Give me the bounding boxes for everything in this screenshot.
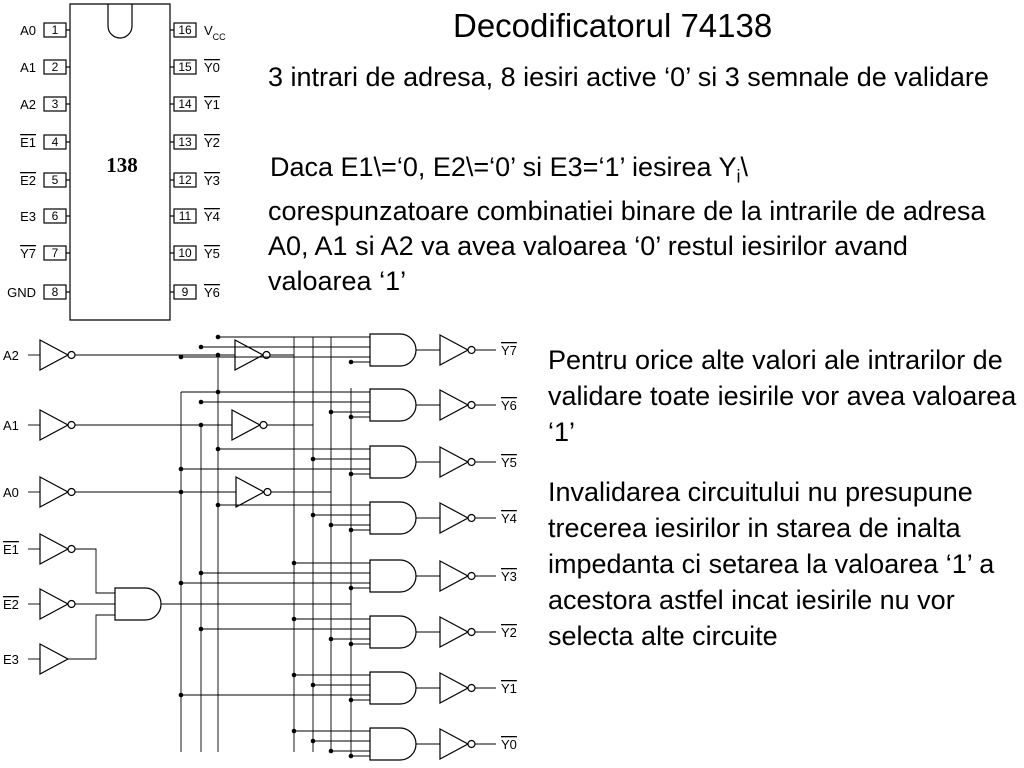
input-buffer — [40, 340, 75, 370]
output-inverter — [440, 390, 475, 420]
junction-dot — [199, 423, 204, 428]
output-label: Y0 — [501, 737, 517, 752]
junction-dot — [292, 729, 297, 734]
junction-dot — [179, 355, 184, 360]
and-gate — [370, 446, 416, 478]
and-gate — [370, 560, 416, 592]
pin-number: 3 — [51, 97, 59, 111]
pin-number: 13 — [178, 135, 192, 149]
output-label: Y5 — [501, 455, 517, 470]
chip-label: 138 — [106, 153, 138, 177]
pin-name: Y4 — [204, 209, 220, 224]
pin-number: 11 — [178, 209, 192, 223]
junction-dot — [179, 490, 184, 495]
output-inverter — [440, 447, 475, 477]
input-buffer — [40, 644, 68, 674]
junction-dot — [292, 617, 297, 622]
output-label: Y1 — [501, 681, 517, 696]
pin-number: 12 — [178, 173, 192, 187]
output-label: Y3 — [501, 569, 517, 584]
input-buffer — [40, 534, 75, 564]
paragraph-2-text-a: Daca E1\=‘0, E2\=‘0’ si E3=‘1’ iesirea Y — [270, 152, 737, 182]
input-buffer — [40, 589, 75, 619]
wire — [75, 549, 115, 593]
pin-name: A1 — [20, 60, 36, 75]
pin-name: Y6 — [204, 285, 220, 300]
pin-number: 7 — [51, 246, 59, 260]
output-inverter — [440, 617, 475, 647]
and-gate — [370, 616, 416, 648]
junction-dot — [216, 503, 221, 508]
junction-dot — [349, 360, 354, 365]
pin-number: 14 — [178, 97, 192, 111]
junction-dot — [199, 627, 204, 632]
description-paragraph-2 — [268, 150, 1018, 299]
and-gate — [370, 502, 416, 534]
junction-dot — [179, 693, 184, 698]
and-gate — [370, 334, 416, 366]
junction-dot — [349, 754, 354, 759]
pin-name: Y5 — [204, 246, 220, 261]
pin-name: A0 — [20, 23, 36, 38]
input-buffer — [40, 477, 75, 507]
output-label: Y4 — [501, 511, 517, 526]
pin-number: 1 — [51, 23, 59, 37]
pin-name: Y2 — [204, 135, 220, 150]
pin-name: E3 — [20, 209, 36, 224]
pin-number: 9 — [181, 285, 189, 299]
and-gate — [370, 672, 416, 704]
junction-dot — [349, 586, 354, 591]
input-label: A1 — [3, 418, 19, 433]
pin-number: 2 — [51, 60, 59, 74]
output-inverter — [440, 673, 475, 703]
output-inverter — [440, 335, 475, 365]
input-label: A0 — [3, 485, 19, 500]
junction-dot — [349, 528, 354, 533]
junction-dot — [349, 642, 354, 647]
paragraph-2-text-b: \ — [740, 152, 749, 182]
junction-dot — [311, 457, 316, 462]
junction-dot — [179, 467, 184, 472]
pin-name: A2 — [20, 97, 36, 112]
junction-dot — [199, 345, 204, 350]
junction-dot — [349, 415, 354, 420]
pin-number: 6 — [51, 209, 59, 223]
pin-name: GND — [7, 285, 36, 300]
output-inverter — [440, 561, 475, 591]
output-label: Y2 — [501, 625, 517, 640]
description-paragraph-4: Invalidarea circuitului nu presupune trecerea iesirilor in starea de inalta impedanta ci setarea la valoarea ‘1’ a acestora astfel incat iesirile nu vor selecta alte circuite — [548, 477, 995, 651]
address-inverter — [235, 340, 270, 370]
junction-dot — [216, 390, 221, 395]
pin-number: 4 — [51, 135, 59, 149]
pin-name: Y3 — [204, 173, 220, 188]
pin-name: Y1 — [204, 97, 220, 112]
junction-dot — [216, 447, 221, 452]
pin-number: 5 — [51, 173, 59, 187]
input-label: E2 — [3, 597, 19, 612]
input-buffer — [40, 410, 75, 440]
paragraph-2-text-c: corespunzatoare combinatiei binare de la intrarile de adresa A0, A1 si A2 va avea valoarea ‘0’ restul iesirilor avand valoarea ‘1’ — [268, 196, 986, 297]
junction-dot — [349, 698, 354, 703]
junction-dot — [292, 561, 297, 566]
pin-name: Y0 — [204, 60, 220, 75]
junction-dot — [349, 472, 354, 477]
output-inverter — [440, 503, 475, 533]
output-label: Y7 — [501, 343, 517, 358]
description-paragraph-3: Pentru orice alte valori ale intrarilor de validare toate iesirile vor avea valoarea ‘1’ — [548, 345, 1017, 447]
pin-number: 16 — [178, 23, 192, 37]
junction-dot — [329, 523, 334, 528]
junction-dot — [311, 513, 316, 518]
address-inverter — [232, 410, 267, 440]
output-inverter — [440, 729, 475, 759]
and-gate — [370, 728, 416, 760]
output-label: Y6 — [501, 398, 517, 413]
junction-dot — [199, 571, 204, 576]
junction-dot — [199, 400, 204, 405]
page-title: Decodificatorul 74138 — [453, 7, 773, 44]
pin-number: 8 — [51, 285, 59, 299]
junction-dot — [311, 683, 316, 688]
junction-dot — [216, 335, 221, 340]
input-label: A2 — [3, 348, 19, 363]
input-label: E1 — [3, 542, 19, 557]
address-inverter — [236, 477, 271, 507]
junction-dot — [216, 353, 221, 358]
input-label: E3 — [3, 652, 19, 667]
junction-dot — [292, 673, 297, 678]
junction-dot — [329, 637, 334, 642]
pin-number: 15 — [178, 60, 192, 74]
pin-name: Y7 — [20, 246, 36, 261]
pin-name: E2 — [20, 173, 36, 188]
junction-dot — [311, 739, 316, 744]
paragraph-2-subscript: i — [736, 166, 741, 187]
pin-name: $V_{CC}$ — [204, 23, 226, 42]
junction-dot — [329, 410, 334, 415]
and-gate — [370, 389, 416, 421]
wire — [68, 615, 115, 659]
pin-name: E1 — [20, 135, 36, 150]
pin-number: 10 — [178, 246, 192, 260]
junction-dot — [179, 581, 184, 586]
junction-dot — [329, 749, 334, 754]
description-paragraph-1: 3 intrari de adresa, 8 iesiri active ‘0’ si 3 semnale de validare — [268, 62, 989, 92]
and-gate — [115, 588, 161, 620]
wires — [28, 337, 496, 756]
